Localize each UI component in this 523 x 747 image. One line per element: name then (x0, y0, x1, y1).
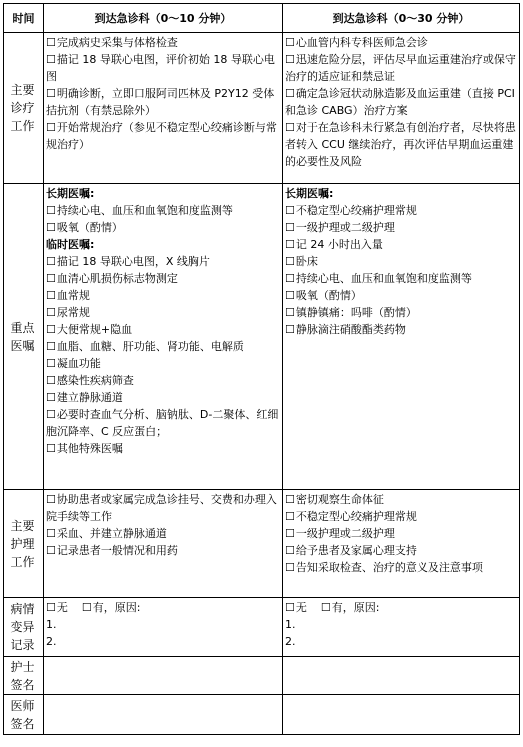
variance-item[interactable]: 2. (285, 635, 296, 648)
checkbox-icon[interactable]: ☐ (46, 221, 56, 234)
doctor-sign-field-a[interactable] (44, 695, 283, 735)
checkbox-icon[interactable]: ☐ (285, 561, 295, 574)
header-row (4, 4, 520, 33)
main-work-item (285, 34, 517, 51)
nursing-item-text: 采血、并建立静脉通道 (56, 527, 167, 540)
label-text: 主要护理工作 (10, 518, 35, 569)
cell-variance-b (283, 598, 520, 657)
order-item-text: 建立静脉通道 (56, 391, 123, 404)
header-time: 时间 (4, 4, 44, 33)
main-work-item (285, 119, 517, 170)
order-item (46, 219, 280, 236)
temporary-orders-title: 临时医嘱: (46, 238, 95, 251)
order-item-text: 持续心电、血压和血氧饱和度监测等 (56, 204, 233, 217)
checkbox-icon[interactable]: ☐ (46, 374, 56, 387)
checkbox-icon[interactable]: ☐ (46, 204, 56, 217)
row-variance (4, 598, 520, 657)
row-label-variance (4, 598, 44, 657)
doctor-sign-field-b[interactable] (283, 695, 520, 735)
main-work-item-text: 对于在急诊科未行紧急有创治疗者，尽快将患者转入 CCU 继续治疗，再次评估早期血运重建的必要性及风险 (285, 121, 516, 168)
checkbox-icon[interactable]: ☐ (285, 36, 295, 49)
checkbox-icon[interactable]: ☐ (46, 442, 56, 455)
main-work-item (285, 51, 517, 85)
main-work-item-text: 开始常规治疗（参见不稳定型心绞痛诊断与常规治疗） (46, 121, 277, 151)
main-work-item (46, 34, 280, 51)
order-item (46, 253, 280, 270)
checkbox-icon[interactable]: ☐ (285, 493, 295, 506)
cell-main-work-a (44, 33, 283, 184)
checkbox-icon[interactable]: ☐ (285, 306, 295, 319)
order-item-text: 凝血功能 (56, 357, 101, 370)
nursing-item-text: 给予患者及家属心理支持 (295, 544, 417, 557)
checkbox-icon[interactable]: ☐ (285, 544, 295, 557)
cell-variance-a (44, 598, 283, 657)
checkbox-icon[interactable]: ☐ (285, 510, 295, 523)
checkbox-icon[interactable]: ☐ (46, 408, 56, 421)
variance-item[interactable]: 2. (46, 635, 57, 648)
pathway-table (3, 3, 520, 735)
checkbox-icon[interactable]: ☐ (285, 204, 295, 217)
header-0-10-min: 到达急诊科（0～10 分钟） (44, 4, 283, 33)
order-item (46, 440, 280, 457)
order-item (46, 372, 280, 389)
variance-yes-label: 有，原因: (92, 601, 141, 614)
order-item (285, 304, 517, 321)
cell-orders-b (283, 184, 520, 490)
checkbox-icon[interactable]: ☐ (46, 323, 56, 336)
order-item-text: 记 24 小时出入量 (295, 238, 383, 251)
header-0-30-min: 到达急诊科（0～30 分钟） (283, 4, 520, 33)
main-work-item-text: 心血管内科专科医师急会诊 (295, 36, 428, 49)
nursing-item-text: 协助患者或家属完成急诊挂号、交费和办理入院手续等工作 (46, 493, 277, 523)
order-item (46, 202, 280, 219)
main-work-item-text: 迅速危险分层，评估尽早血运重建治疗或保守治疗的适应证和禁忌证 (285, 53, 516, 83)
checkbox-icon[interactable]: ☐ (285, 527, 295, 540)
order-item (285, 253, 517, 270)
long-term-orders-title: 长期医嘱: (46, 187, 95, 200)
label-text: 重点医嘱 (10, 320, 35, 353)
nursing-item (285, 542, 517, 559)
row-label-main-work (4, 33, 44, 184)
order-item-text: 一级护理或二级护理 (295, 221, 395, 234)
row-doctor-sign (4, 695, 520, 735)
cell-main-work-b (283, 33, 520, 184)
checkbox-icon[interactable]: ☐ (46, 527, 56, 540)
row-label-nurse-sign (4, 657, 44, 695)
checkbox-icon[interactable]: ☐ (285, 121, 295, 134)
main-work-item-text: 完成病史采集与体格检查 (56, 36, 178, 49)
nursing-item-text: 不稳定型心绞痛护理常规 (295, 510, 417, 523)
nursing-item (285, 508, 517, 525)
checkbox-icon[interactable]: ☐ (46, 255, 56, 268)
main-work-item (46, 85, 280, 119)
order-item (285, 321, 517, 338)
checkbox-icon[interactable]: ☐ (46, 391, 56, 404)
order-item-text: 其他特殊医嘱 (56, 442, 123, 455)
order-item-text: 必要时查血气分析、脑钠肽、D-二聚体、红细胞沉降率、C 反应蛋白； (46, 408, 279, 438)
row-main-work (4, 33, 520, 184)
checkbox-icon[interactable]: ☐ (285, 221, 295, 234)
order-item (285, 270, 517, 287)
checkbox-icon[interactable]: ☐ (46, 272, 56, 285)
checkbox-icon[interactable]: ☐ (81, 601, 92, 614)
nursing-item (285, 525, 517, 542)
checkbox-icon[interactable]: ☐ (285, 53, 295, 66)
checkbox-icon[interactable]: ☐ (46, 357, 56, 370)
checkbox-icon[interactable]: ☐ (285, 87, 295, 100)
row-label-nursing (4, 490, 44, 598)
main-work-item-text: 明确诊断，立即口服阿司匹林及 P2Y12 受体拮抗剂（有禁忌除外） (46, 87, 275, 117)
order-item (285, 287, 517, 304)
checkbox-icon[interactable]: ☐ (46, 53, 56, 66)
order-item (46, 355, 280, 372)
checkbox-icon[interactable]: ☐ (46, 36, 56, 49)
order-item-text: 吸氧（酌情） (56, 221, 123, 234)
cell-orders-a (44, 184, 283, 490)
clinical-pathway-sheet (3, 3, 519, 735)
order-item-text: 描记 18 导联心电图，X 线胸片 (56, 255, 210, 268)
checkbox-icon[interactable]: ☐ (46, 340, 56, 353)
order-item (46, 406, 280, 440)
checkbox-icon[interactable]: ☐ (285, 323, 295, 336)
order-item (46, 270, 280, 287)
checkbox-icon[interactable]: ☐ (285, 255, 295, 268)
row-label-orders (4, 184, 44, 490)
label-text: 医师签名 (10, 698, 35, 731)
row-orders (4, 184, 520, 490)
main-work-item (285, 85, 517, 119)
order-item (46, 321, 280, 338)
order-item (46, 304, 280, 321)
order-item-text: 持续心电、血压和血氧饱和度监测等 (295, 272, 472, 285)
row-nursing (4, 490, 520, 598)
order-item (46, 338, 280, 355)
nursing-item (46, 525, 280, 542)
order-item-text: 卧床 (295, 255, 318, 268)
order-item-text: 血常规 (56, 289, 90, 302)
variance-item[interactable]: 1. (46, 618, 57, 631)
variance-item[interactable]: 1. (285, 618, 296, 631)
order-item (285, 219, 517, 236)
main-work-item (46, 51, 280, 85)
cell-nursing-a (44, 490, 283, 598)
checkbox-icon[interactable]: ☐ (320, 601, 331, 614)
main-work-item-text: 描记 18 导联心电图，评价初始 18 导联心电图 (46, 53, 275, 83)
order-item-text: 吸氧（酌情） (295, 289, 362, 302)
checkbox-icon[interactable]: ☐ (285, 272, 295, 285)
checkbox-icon[interactable]: ☐ (46, 87, 56, 100)
label-text: 病情变异记录 (10, 602, 35, 652)
order-item-text: 大便常规+隐血 (56, 323, 133, 336)
checkbox-icon[interactable]: ☐ (46, 544, 56, 557)
order-item-text: 感染性疾病筛查 (56, 374, 134, 387)
row-nurse-sign (4, 657, 520, 695)
nursing-item (285, 491, 517, 508)
nurse-sign-field-b[interactable] (283, 657, 520, 695)
order-item-text: 血脂、血糖、肝功能、肾功能、电解质 (56, 340, 244, 353)
checkbox-icon[interactable]: ☐ (285, 238, 295, 251)
variance-no-label: 无 (295, 601, 307, 614)
checkbox-icon[interactable]: ☐ (285, 601, 295, 614)
variance-yes-label: 有，原因: (331, 601, 380, 614)
order-item-text: 镇静镇痛：吗啡（酌情） (295, 306, 417, 319)
checkbox-icon[interactable]: ☐ (46, 306, 56, 319)
nurse-sign-field-a[interactable] (44, 657, 283, 695)
label-text: 主要诊疗工作 (10, 83, 35, 133)
label-text: 护士签名 (10, 659, 35, 692)
order-item-text: 静脉滴注硝酸酯类药物 (295, 323, 406, 336)
order-item (46, 287, 280, 304)
nursing-item (285, 559, 517, 576)
checkbox-icon[interactable]: ☐ (46, 493, 56, 506)
main-work-item (46, 119, 280, 153)
nursing-item-text: 一级护理或二级护理 (295, 527, 395, 540)
order-item-text: 血清心肌损伤标志物测定 (56, 272, 178, 285)
order-item (46, 389, 280, 406)
checkbox-icon[interactable]: ☐ (46, 289, 56, 302)
row-label-doctor-sign (4, 695, 44, 735)
variance-no-label: 无 (56, 601, 68, 614)
nursing-item-text: 记录患者一般情况和用药 (56, 544, 178, 557)
checkbox-icon[interactable]: ☐ (46, 121, 56, 134)
order-item (285, 202, 517, 219)
nursing-item-text: 密切观察生命体征 (295, 493, 384, 506)
nursing-item-text: 告知采取检查、治疗的意义及注意事项 (295, 561, 483, 574)
cell-nursing-b (283, 490, 520, 598)
nursing-item (46, 542, 280, 559)
main-work-item-text: 确定急诊冠状动脉造影及血运重建（直接 PCI 和急诊 CABG）治疗方案 (285, 87, 515, 117)
order-item (285, 236, 517, 253)
order-item-text: 尿常规 (56, 306, 90, 319)
order-item-text: 不稳定型心绞痛护理常规 (295, 204, 417, 217)
long-term-orders-title: 长期医嘱: (285, 187, 334, 200)
checkbox-icon[interactable]: ☐ (285, 289, 295, 302)
checkbox-icon[interactable]: ☐ (46, 601, 56, 614)
nursing-item (46, 491, 280, 525)
